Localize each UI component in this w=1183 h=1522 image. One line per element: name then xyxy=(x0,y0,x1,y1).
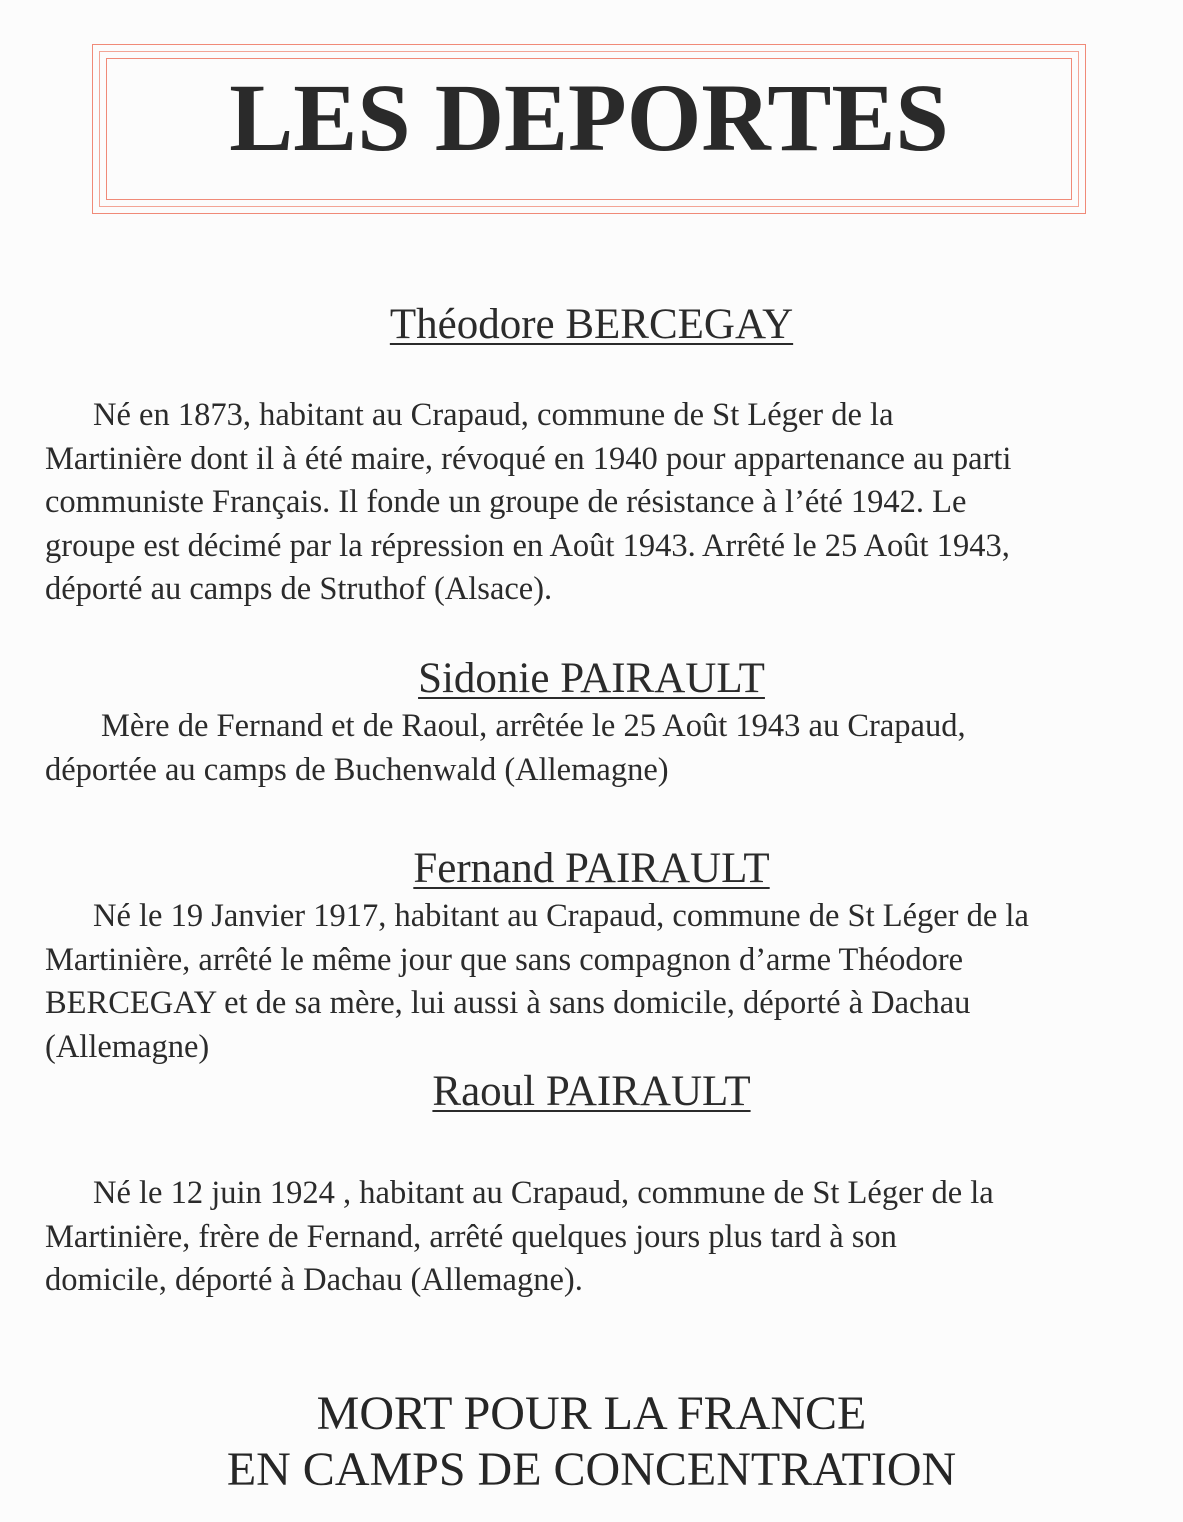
section-body-bercegay xyxy=(45,394,1175,612)
section-heading-sidonie xyxy=(0,654,1183,704)
footer-line-2: EN CAMPS DE CONCENTRATION xyxy=(226,1443,957,1496)
section-heading-raoul xyxy=(0,1067,1183,1117)
body-line: domicile, déporté à Dachau (Allemagne). xyxy=(45,1262,583,1298)
section-body-raoul xyxy=(45,1172,1175,1303)
body-line: (Allemagne) xyxy=(45,1028,210,1065)
section-body-fernand xyxy=(45,895,1175,1069)
section-body-sidonie xyxy=(45,705,1175,792)
body-line: Martinière, frère de Fernand, arrêté quelques jours plus tard à son xyxy=(45,1218,897,1255)
body-line: Martinière dont il à été maire, révoqué en 1940 pour appartenance au parti xyxy=(45,440,1012,477)
body-line: Né le 19 Janvier 1917, habitant au Crapaud, commune de St Léger de la xyxy=(93,898,1029,934)
section-heading-text: Théodore BERCEGAY xyxy=(389,301,794,348)
footer-line-1: MORT POUR LA FRANCE xyxy=(316,1387,867,1440)
section-heading-text: Fernand PAIRAULT xyxy=(413,845,770,892)
body-line: déporté au camps de Struthof (Alsace). xyxy=(45,571,553,607)
body-line: déportée au camps de Buchenwald (Allemagne) xyxy=(45,751,669,788)
section-heading-fernand xyxy=(0,844,1183,894)
body-line: groupe est décimé par la répression en Août 1943. Arrêté le 25 Août 1943, xyxy=(45,527,1010,564)
section-heading-text: Sidonie PAIRAULT xyxy=(418,655,765,702)
section-heading-bercegay xyxy=(0,300,1183,350)
body-line: Né le 12 juin 1924 , habitant au Crapaud, commune de St Léger de la xyxy=(93,1175,994,1211)
body-line: Mère de Fernand et de Raoul, arrêtée le 25 Août 1943 au Crapaud, xyxy=(101,708,966,744)
page-title: LES DEPORTES xyxy=(229,64,949,171)
body-line: Né en 1873, habitant au Crapaud, commune de St Léger de la xyxy=(93,397,894,433)
section-heading-text: Raoul PAIRAULT xyxy=(432,1068,751,1115)
body-line: BERCEGAY et de sa mère, lui aussi à sans domicile, déporté à Dachau xyxy=(45,985,971,1021)
body-line: Martinière, arrêté le même jour que sans compagnon d’arme Théodore xyxy=(45,941,964,978)
body-line: communiste Français. Il fonde un groupe de résistance à l’été 1942. Le xyxy=(45,484,967,520)
